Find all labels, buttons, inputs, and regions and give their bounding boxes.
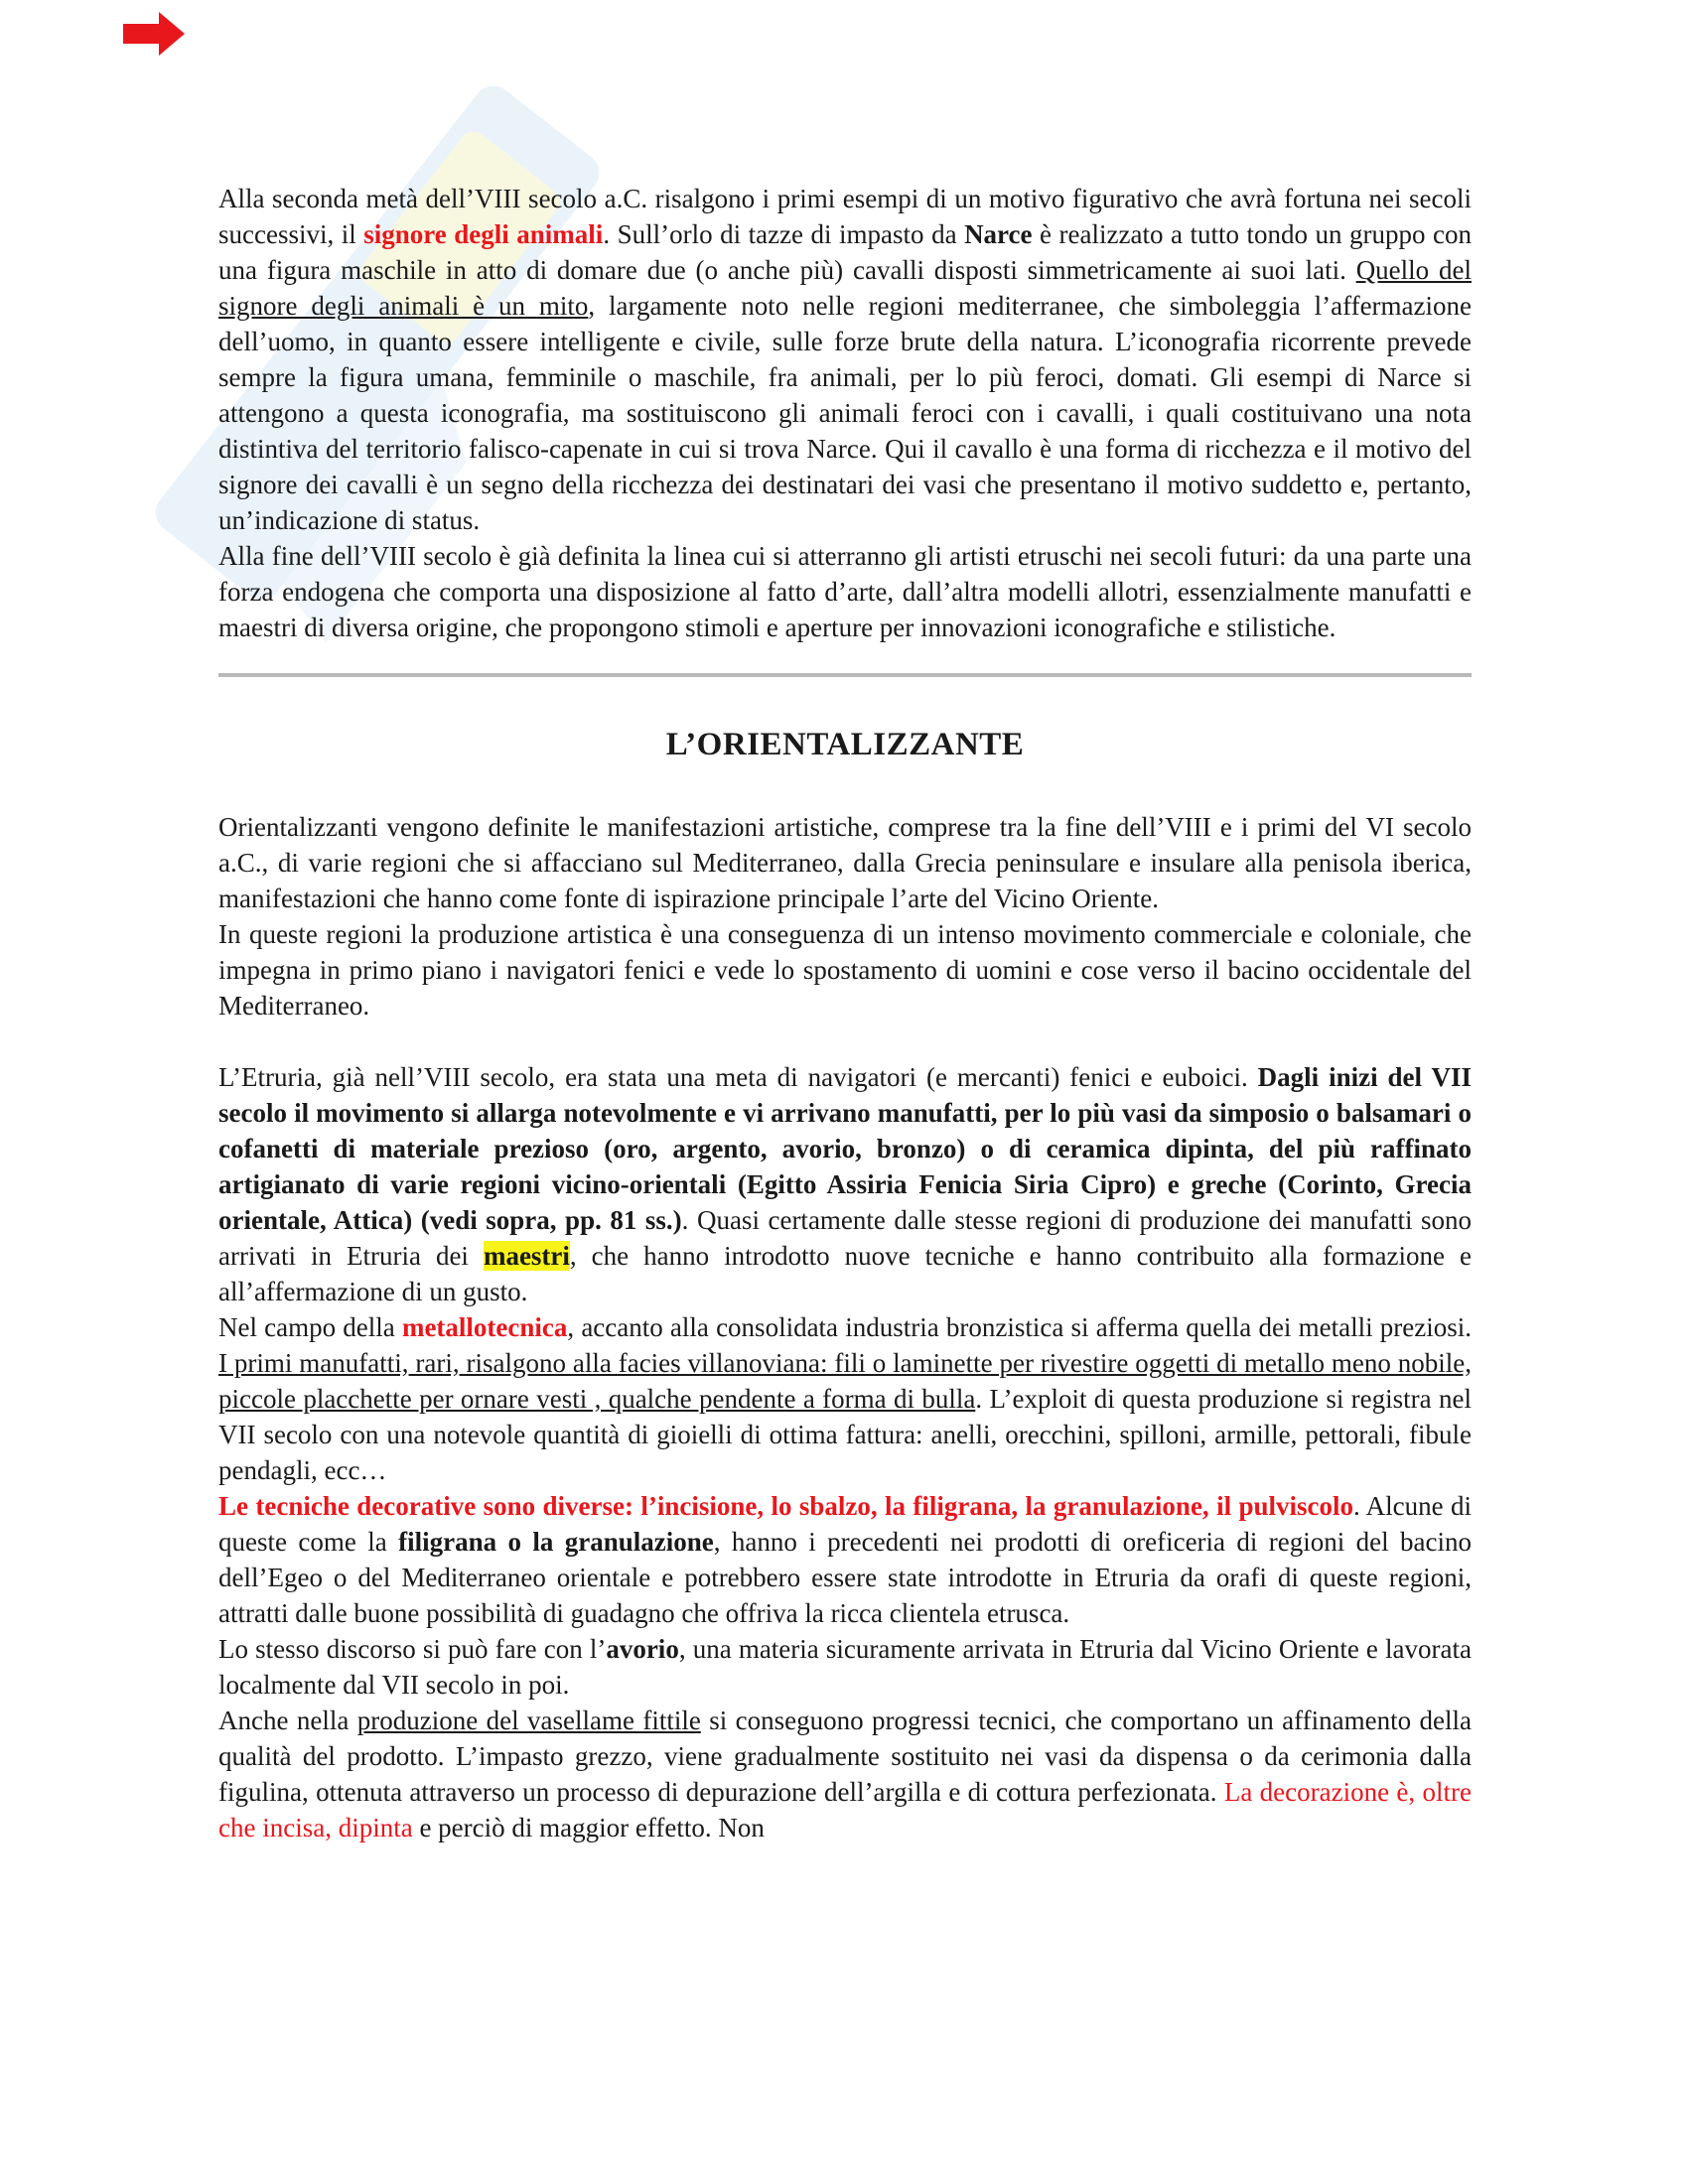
highlighted-term: maestri — [483, 1241, 570, 1271]
text-run: , largamente noto nelle regioni mediterranee, che simboleggia l’affermazione dell’uomo, in quanto essere intelligente e civile, sulle forze brute della natura. L’iconografia ricorrente prevede sempre la figura umana, femminile o maschile, fra animali, per lo più feroci, domati. Gli esempi di Narce si attengono a questa iconografia, ma sostituiscono gli animali feroci con i cavalli, i quali costituivano una nota distintiva del territorio falisco-capenate in cui si trova Narce. Qui il cavallo è una forma di ricchezza e il motivo del signore dei cavalli è un segno della ricchezza dei destinatari dei vasi che presentano il motivo suddetto e, pertanto, un’indicazione di status. — [218, 291, 1472, 535]
underlined-phrase: Quello del signore degli animali è un mito — [218, 255, 1472, 321]
text-run: . Alcune di queste come la — [218, 1491, 1473, 1557]
text-run: . Quasi certamente dalle stesse regioni di produzione dei manufatti sono arrivati in Etruria dei — [218, 1205, 1473, 1271]
paragraph-movimento-commerciale: In queste regioni la produzione artistica è una conseguenza di un intenso movimento commerciale e coloniale, che impegna in primo piano i navigatori fenici e vede lo spostamento di uomini e cose verso il bacino occidentale del Mediterraneo. — [218, 919, 1472, 1021]
red-bold-term: metallotecnica — [401, 1312, 568, 1342]
text-run: e perciò di maggior effetto. Non — [412, 1813, 765, 1843]
bold-term: avorio — [606, 1634, 679, 1664]
red-bold-term: signore degli animali — [363, 219, 604, 249]
text-run: è realizzato a tutto tondo un gruppo con una figura maschile in atto di domare due (o anche più) cavalli disposti simmetricamente ai suoi lati. — [218, 219, 1472, 285]
text-run: Alla seconda metà dell’VIII secolo a.C. risalgono i primi esempi di un motivo figurativo che avrà fortuna nei secoli successivi, il — [218, 184, 1472, 249]
text-run: Anche nella — [218, 1706, 357, 1735]
text-run: , che hanno introdotto nuove tecniche e hanno contribuito alla formazione e all’affermazione di un gusto. — [218, 1241, 1472, 1306]
text-run: L’Etruria, già nell’VIII secolo, era stata una meta di navigatori (e mercanti) fenici e euboici. — [218, 1062, 1258, 1092]
text-run: , una materia sicuramente arrivata in Etruria dal Vicino Oriente e lavorata localmente dal VII secolo in poi. — [218, 1634, 1472, 1700]
document-body — [218, 181, 1472, 1845]
text-run: . L’exploit di questa produzione si registra nel VII secolo con una notevole quantità di gioielli di ottima fattura: anelli, orecchini, spilloni, armille, pettorali, fibule pendagli, ecc… — [218, 1384, 1472, 1485]
paragraph-signore-animali — [218, 181, 1472, 538]
paragraph-gap — [218, 1024, 1472, 1059]
bold-term: filigrana o la granulazione — [398, 1527, 714, 1557]
paragraph-fine-viii-secolo: Alla fine dell’VIII secolo è già definita la linea cui si atterranno gli artisti etruschi nei secoli futuri: da una parte una forza endogena che comporta una disposizione al fatto d’arte, dall’altra modelli allotri, essenzialmente manufatti e maestri di diversa origine, che propongono stimoli e aperture per innovazioni iconografiche e stilistiche. — [218, 541, 1472, 642]
text-run: , accanto alla consolidata industria bronzistica si afferma quella dei metalli preziosi. — [567, 1312, 1472, 1342]
text-run: si conseguono progressi tecnici, che comportano un affinamento della qualità del prodotto. L’impasto grezzo, viene gradualmente sostituito nei vasi da dispensa o da cerimonia dalla figulina, ottenuta attraverso un processo di depurazione dell’argilla e di cottura perfezionata. — [218, 1706, 1472, 1807]
paragraph-metallotecnica — [218, 1309, 1472, 1488]
underlined-phrase: produzione del vasellame fittile — [356, 1706, 701, 1735]
red-phrase: La decorazione è, oltre che incisa, dipinta — [218, 1777, 1473, 1843]
bold-passage: Dagli inizi del VII secolo il movimento si allarga notevolmente e vi arrivano manufatti, per lo più vasi da simposio o balsamari o cofanetti di materiale prezioso (oro, argento, avorio, bronzo) o di ceramica dipinta, del più raffinato artigianato di varie regioni vicino-orientali (Egitto Assiria Fenicia Siria Cipro) e greche (Corinto, Grecia orientale, Attica) (vedi sopra, pp. 81 ss.) — [218, 1062, 1472, 1235]
bold-term: Narce — [964, 219, 1033, 249]
red-bold-passage: Le tecniche decorative sono diverse: l’incisione, lo sbalzo, la filigrana, la granulazione, il pulviscolo — [218, 1491, 1353, 1521]
text-run: , hanno i precedenti nei prodotti di oreficeria di regioni del bacino dell’Egeo o del Mediterraneo orientale e potrebbero essere state introdotte in Etruria da orafi di queste regioni, attratti dalle buone possibilità di guadagno che offriva la ricca clientela etrusca. — [218, 1527, 1473, 1628]
text-run: . Sull’orlo di tazze di impasto da — [603, 219, 965, 249]
section-divider — [218, 673, 1472, 677]
paragraph-etruria — [218, 1059, 1472, 1309]
text-run: Nel campo della — [218, 1312, 402, 1342]
paragraph-vasellame — [218, 1703, 1472, 1845]
text-run: Lo stesso discorso si può fare con l’ — [218, 1634, 607, 1664]
paragraph-definizione: Orientalizzanti vengono definite le manifestazioni artistiche, comprese tra la fine dell’VIII e i primi del VI secolo a.C., di varie regioni che si affacciano sul Mediterraneo, dalla Grecia peninsulare e insulare alla penisola iberica, manifestazioni che hanno come fonte di ispirazione principale l’arte del Vicino Oriente. — [218, 812, 1472, 913]
section-heading: L’ORIENTALIZZANTE — [665, 727, 1025, 762]
underlined-phrase: I primi manufatti, rari, risalgono alla facies villanoviana: fili o laminette per rivestire oggetti di metallo meno nobile, piccole placchette per ornare vesti , qualche pendente a forma di bulla — [218, 1348, 1472, 1414]
paragraph-tecniche-decorative — [218, 1488, 1472, 1631]
paragraph-avorio — [218, 1631, 1472, 1703]
